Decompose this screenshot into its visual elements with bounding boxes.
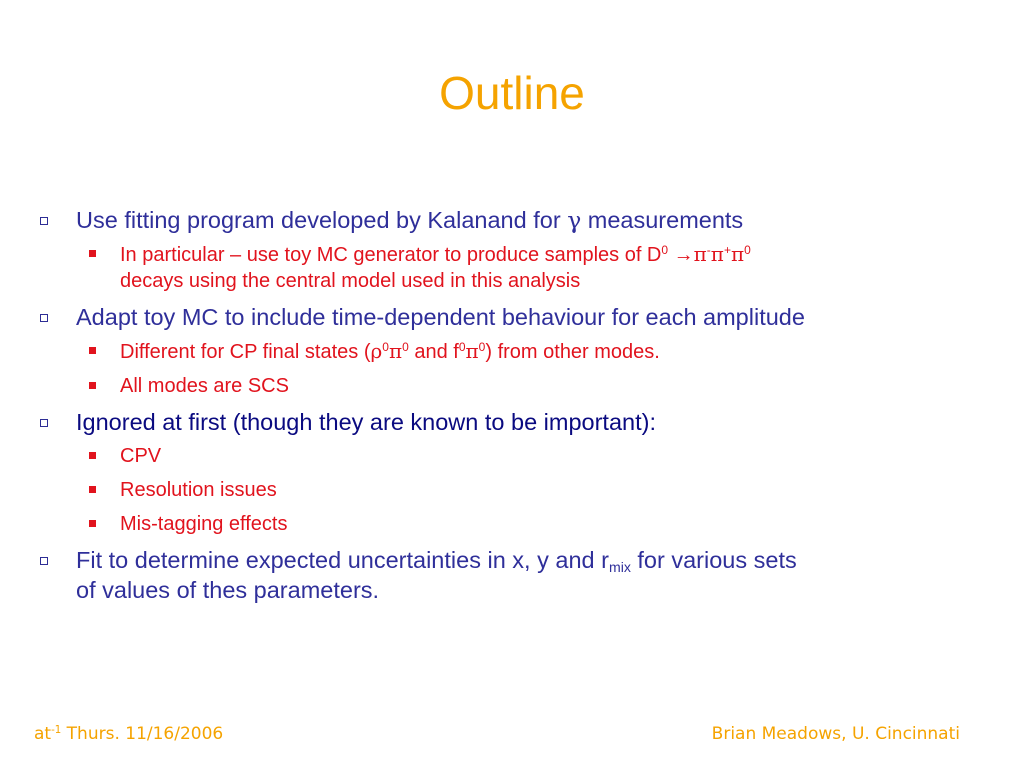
pi-symbol: π [693,242,707,266]
superscript-zero: 0 [382,339,389,354]
filled-square-bullet-icon [89,382,96,389]
bullet-1-sub-1-text-b: decays using the central model used in this analysis [120,270,581,292]
bullet-1-sub-1-text-a: In particular – use toy MC generator to produce samples of D [120,244,662,266]
rho-symbol: ρ [370,339,383,363]
bullet-4 [40,545,980,605]
slide-title: Outline [439,67,585,119]
footer-right: Brian Meadows, U. Cincinnati [711,724,960,744]
superscript-minus: - [706,242,711,257]
gamma-symbol: γ [567,206,582,234]
hollow-square-bullet-icon [40,314,48,322]
bullet-4-text-a: Fit to determine expected uncertainties in x, y and r [76,547,609,573]
subscript-mix: mix [608,559,631,576]
bullet-1-sub-1 [40,241,980,294]
hollow-square-bullet-icon [40,557,48,565]
pi-symbol: π [710,242,724,266]
filled-square-bullet-icon [89,486,96,493]
bullet-1 [40,205,980,235]
hollow-square-bullet-icon [40,217,48,225]
bullet-2-sub-1-text-b: and f [408,341,459,363]
bullet-3 [40,407,980,437]
filled-square-bullet-icon [89,347,96,354]
bullet-2-sub-2-text: All modes are SCS [120,375,289,397]
pi-symbol: π [465,339,479,363]
bullet-3-sub-2-text: Resolution issues [120,479,277,501]
bullet-1-text-a: Use fitting program developed by Kalanand for [76,207,568,233]
bullet-3-text: Ignored at first (though they are known to be important): [76,409,656,435]
bullet-4-text-b: for various sets [630,547,797,573]
superscript-plus: + [723,242,731,257]
bullet-2-sub-1 [40,338,980,365]
bullet-4-text-c: of values of thes parameters. [76,577,380,603]
filled-square-bullet-icon [89,250,96,257]
filled-square-bullet-icon [89,520,96,527]
bullet-3-sub-3 [40,511,980,537]
bullet-3-sub-3-text: Mis-tagging effects [120,513,288,535]
bullet-2-text: Adapt toy MC to include time-dependent behaviour for each amplitude [76,304,805,330]
bullet-2-sub-1-text-a: Different for CP final states ( [120,341,371,363]
superscript-zero: 0 [744,242,751,257]
bullet-3-sub-1 [40,443,980,469]
bullet-2 [40,302,980,332]
pi-symbol: π [730,242,745,266]
footer-superscript: -1 [51,724,62,736]
bullet-1-text-b: measurements [581,207,744,233]
footer-left-b: Thurs. 11/16/2006 [61,724,224,744]
slide-content [40,205,980,611]
pi-symbol: π [388,339,403,363]
right-arrow-icon: → [673,244,694,266]
hollow-square-bullet-icon [40,419,48,427]
superscript-zero: 0 [458,339,466,354]
bullet-3-sub-1-text: CPV [120,445,162,467]
bullet-2-sub-2 [40,373,980,399]
footer-left-a: at [34,724,52,744]
footer-left [34,724,223,744]
superscript-zero: 0 [661,242,669,257]
bullet-3-sub-2 [40,477,980,503]
bullet-2-sub-1-text-c: ) from other modes. [485,341,660,363]
superscript-zero: 0 [478,339,486,354]
superscript-zero: 0 [402,339,409,354]
filled-square-bullet-icon [89,452,96,459]
